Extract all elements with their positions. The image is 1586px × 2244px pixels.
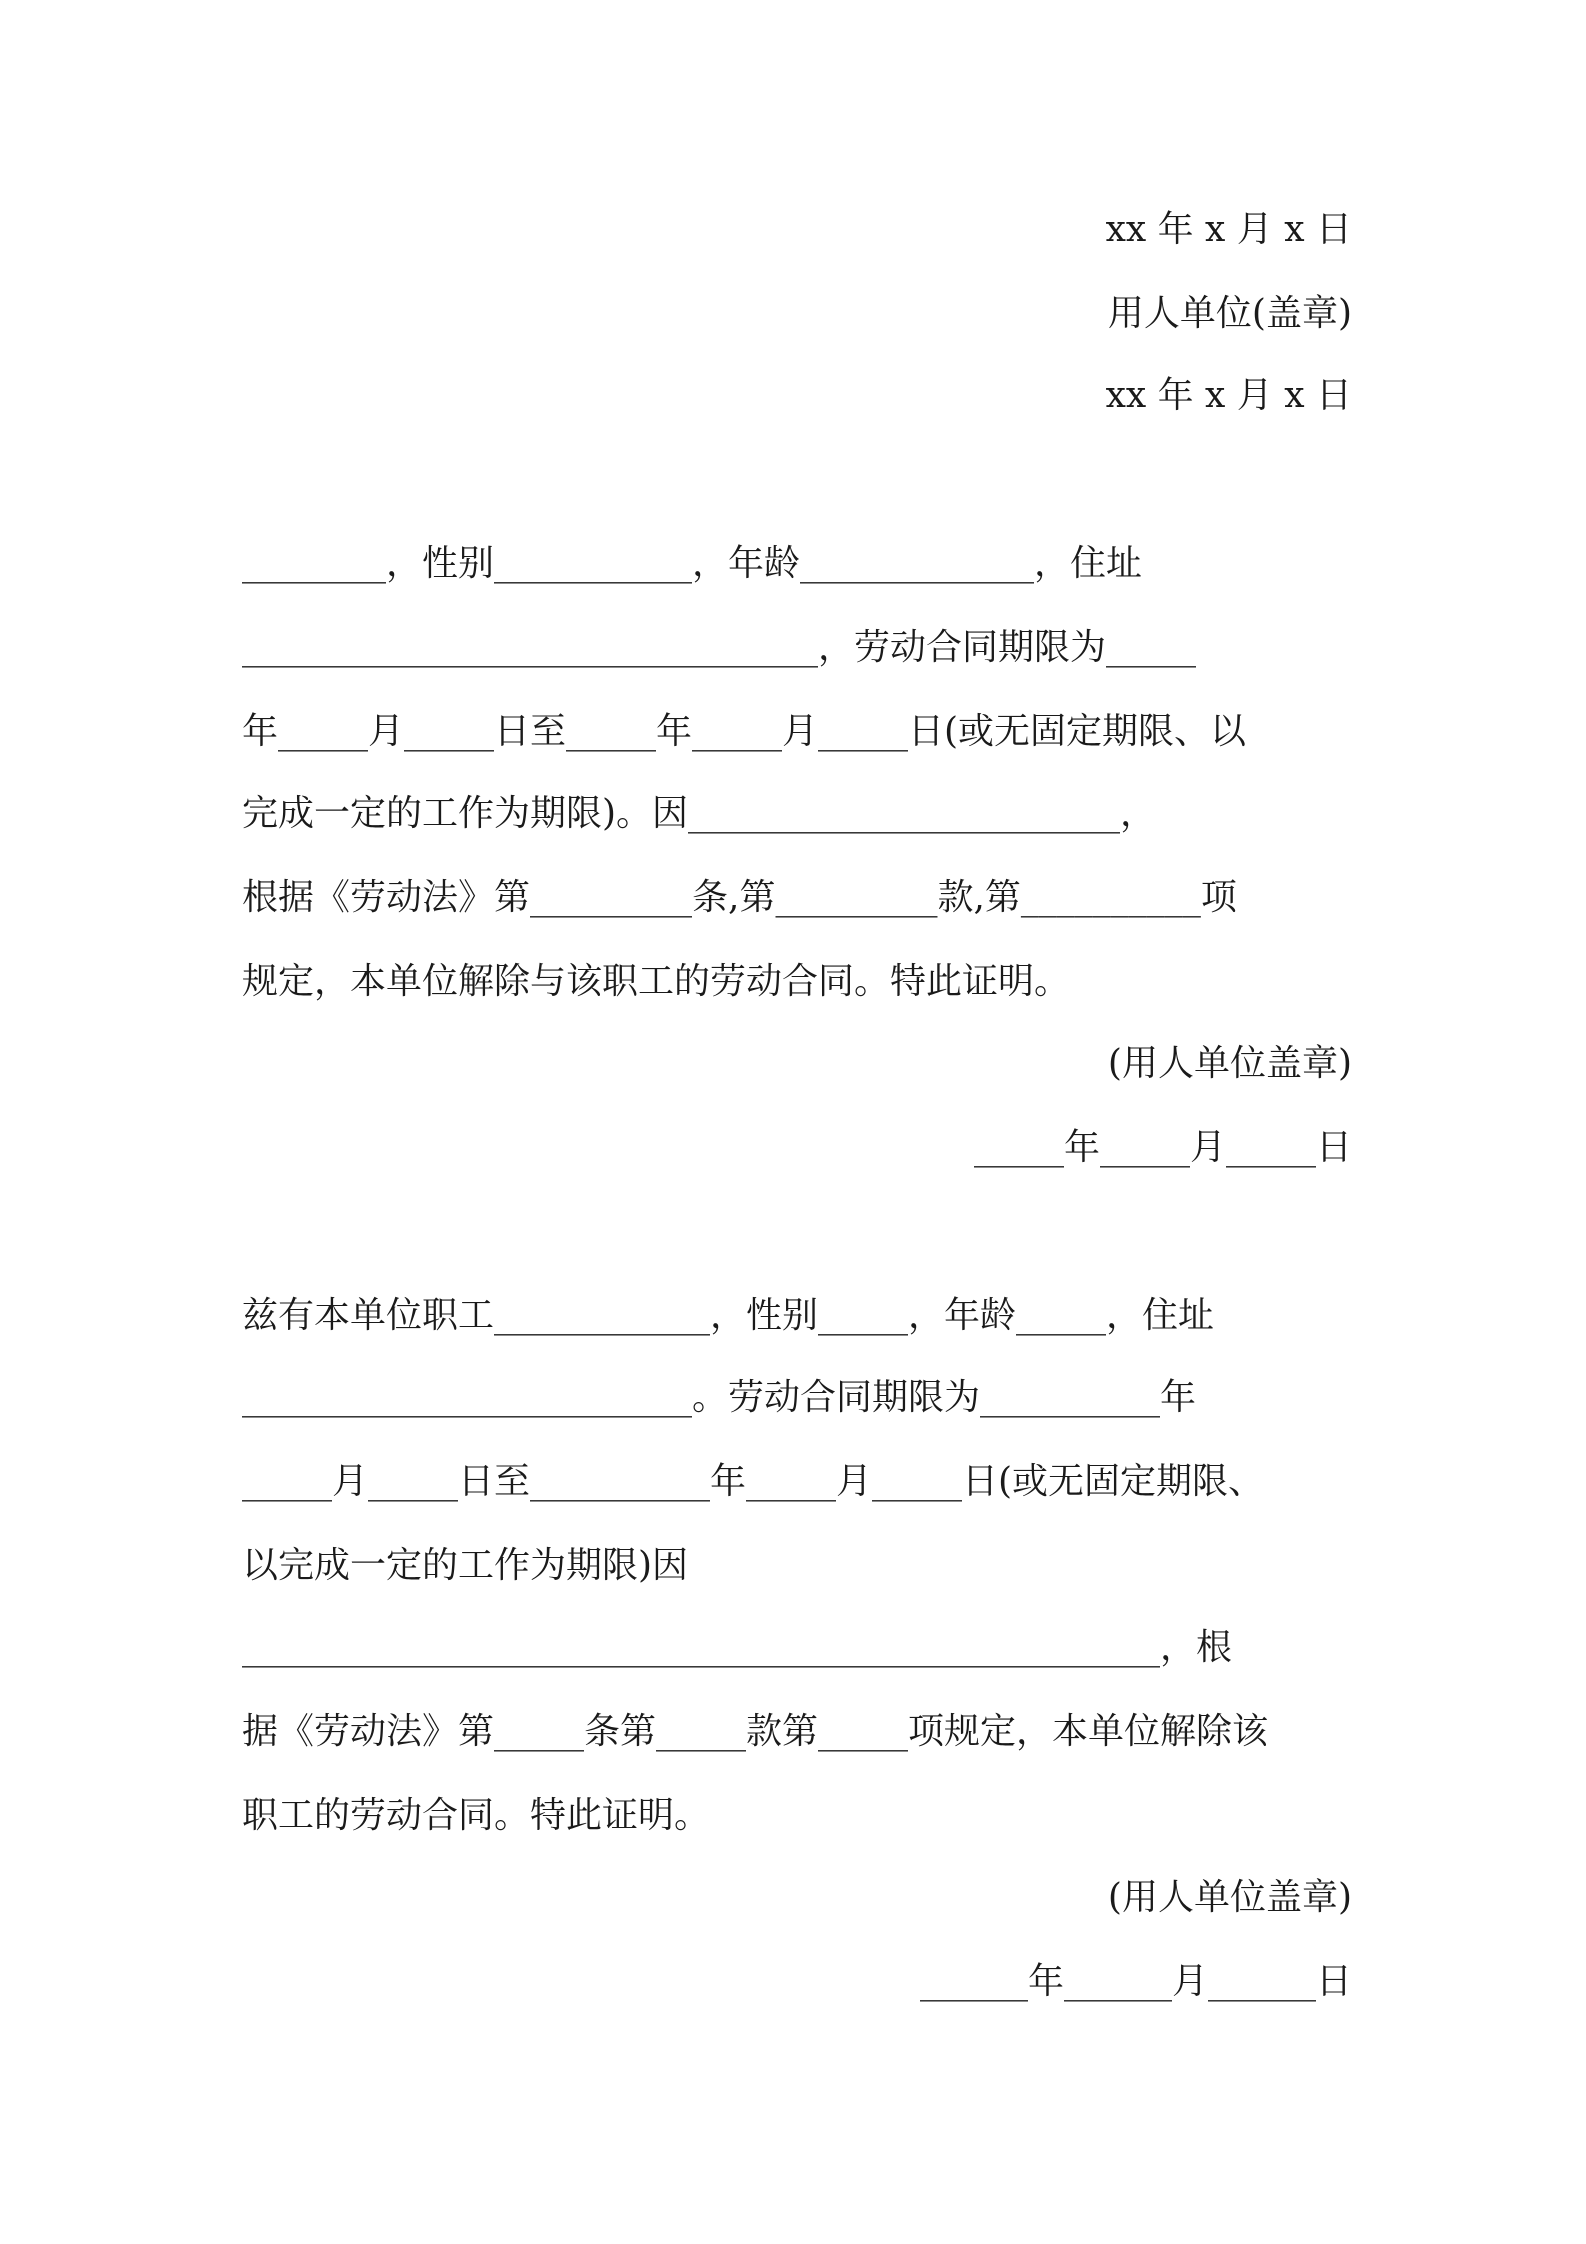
header-date: xx 年 x 月 x 日 xyxy=(1105,209,1352,250)
cert1-line-3: 年_____月_____日至_____年_____月_____日(或无固定期限、以 xyxy=(242,711,1247,752)
cert2-line-1: 兹有本单位职工____________，性别_____，年龄_____，住址 xyxy=(242,1295,1215,1336)
cert1-date: _____年_____月_____日 xyxy=(974,1127,1352,1168)
cert1-seal: (用人单位盖章) xyxy=(1107,1043,1352,1084)
cert2-line-3: _____月_____日至__________年_____月_____日(或无固定期限、 xyxy=(242,1461,1265,1502)
cert2-line-7: 职工的劳动合同。特此证明。 xyxy=(242,1795,711,1836)
cert1-line-4: 完成一定的工作为期限)。因________________________， xyxy=(242,793,1157,834)
cert1-line-5: 根据《劳动法》第_________条,第_________款,第__________项 xyxy=(242,877,1237,918)
cert2-line-5: ___________________________________________________，根 xyxy=(242,1627,1232,1668)
cert2-line-6: 据《劳动法》第_____条第_____款第_____项规定，本单位解除该 xyxy=(242,1711,1269,1752)
cert2-seal: (用人单位盖章) xyxy=(1107,1877,1352,1918)
cert2-date: ______年______月______日 xyxy=(920,1961,1352,2002)
header-date-second: xx 年 x 月 x 日 xyxy=(1105,375,1352,416)
cert2-line-4: 以完成一定的工作为期限)因 xyxy=(242,1545,689,1586)
cert2-line-2: _________________________。劳动合同期限为__________年 xyxy=(242,1377,1197,1418)
cert1-line-2: ________________________________，劳动合同期限为_____ xyxy=(242,627,1197,668)
header-employer-seal: 用人单位(盖章) xyxy=(1107,293,1352,334)
cert1-line-6: 规定，本单位解除与该职工的劳动合同。特此证明。 xyxy=(242,961,1071,1002)
cert1-line-1: ________，性别___________，年龄_____________，住址 xyxy=(242,543,1143,584)
